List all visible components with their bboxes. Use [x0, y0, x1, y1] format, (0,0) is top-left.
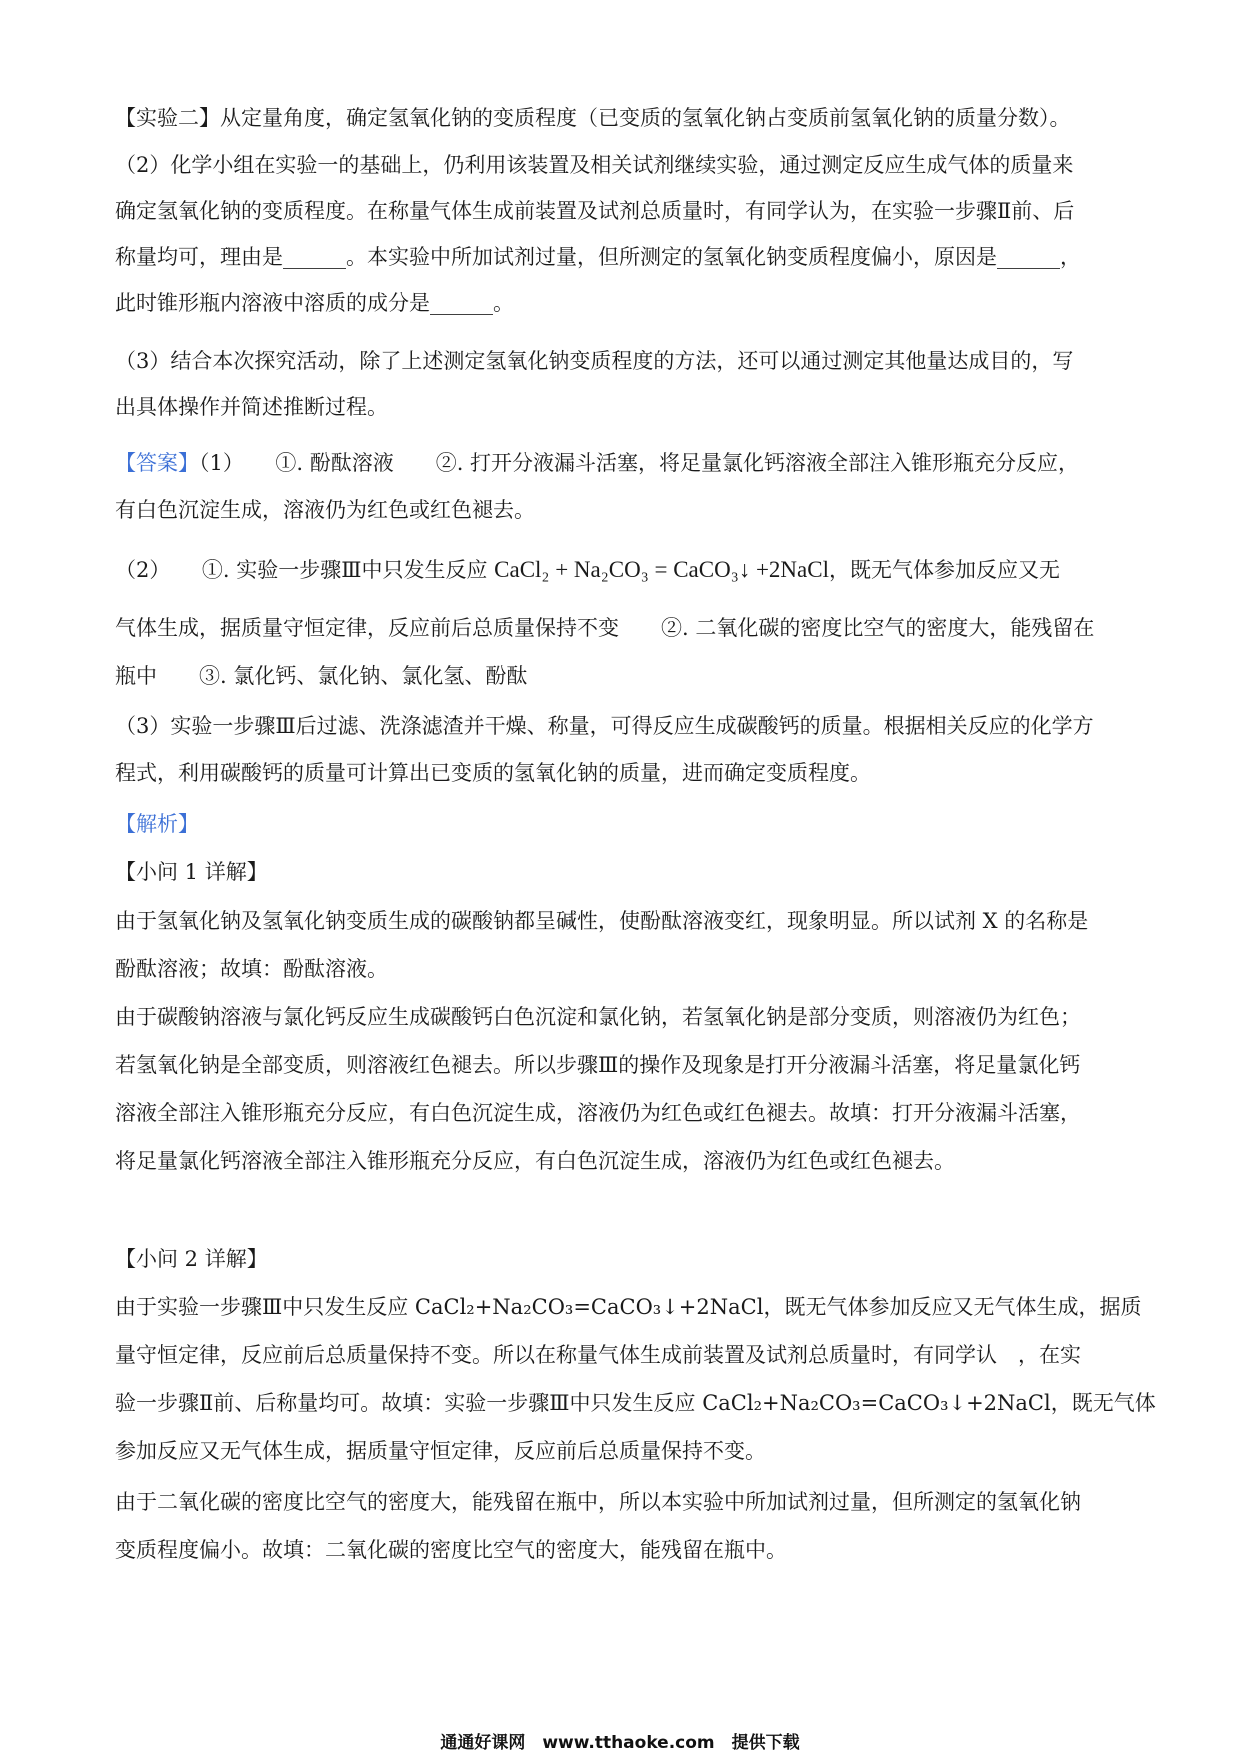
- answer-line: 有白色沉淀生成，溶液仍为红色或红色褪去。: [115, 498, 535, 522]
- analysis-line: 参加反应又无气体生成，据质量守恒定律，反应前后总质量保持不变。: [115, 1439, 766, 1463]
- analysis-line: 由于氢氧化钠及氢氧化钠变质生成的碳酸钠都呈碱性，使酚酞溶液变红，现象明显。所以试剂 X 的名称是: [115, 909, 1089, 933]
- answer-label: 【答案】: [115, 451, 199, 475]
- analysis-line: 由于实验一步骤Ⅲ中只发生反应 CaCl₂+Na₂CO₃=CaCO₃↓+2NaCl，既无气体参加反应又无气体生成，据质: [115, 1295, 1142, 1319]
- answer-line: [115, 556, 1135, 584]
- answer-text: （2） ①. 实验一步骤Ⅲ中只发生反应: [115, 558, 495, 582]
- subquestion-title: 【小问 1 详解】: [115, 860, 268, 884]
- question-line: 出具体操作并简述推断过程。: [115, 395, 388, 419]
- analysis-line: 由于碳酸钠溶液与氯化钙反应生成碳酸钙白色沉淀和氯化钠，若氢氧化钠是部分变质，则溶液仍为红色；: [115, 1005, 1081, 1029]
- answer-text: （1） ①. 酚酞溶液 ②. 打开分液漏斗活塞，将足量氯化钙溶液全部注入锥形瓶充分反应，: [199, 451, 1080, 475]
- answer-line: 程式，利用碳酸钙的质量可计算出已变质的氢氧化钠的质量，进而确定变质程度。: [115, 761, 871, 785]
- analysis-line: 溶液全部注入锥形瓶充分反应，有白色沉淀生成，溶液仍为红色或红色褪去。故填：打开分液漏斗活塞，: [115, 1101, 1081, 1125]
- footer-watermark: 通通好课网 www.tthaoke.com 提供下载: [440, 1733, 800, 1753]
- question-line: 确定氢氧化钠的变质程度。在称量气体生成前装置及试剂总质量时，有同学认为，在实验一步骤Ⅱ前、后: [115, 199, 1075, 223]
- analysis-line: 将足量氯化钙溶液全部注入锥形瓶充分反应，有白色沉淀生成，溶液仍为红色或红色褪去。: [115, 1149, 955, 1173]
- answer-line: 瓶中 ③. 氯化钙、氯化钠、氯化氢、酚酞: [115, 664, 528, 688]
- chemical-equation: CaCl₂ + Na₂CO₃ = CaCO₃↓ +2NaCl: [494, 557, 829, 582]
- question-line: 称量均可，理由是______。本实验中所加试剂过量，但所测定的氢氧化钠变质程度偏小，原因是______，: [115, 245, 1081, 269]
- analysis-line: 酚酞溶液；故填：酚酞溶液。: [115, 957, 388, 981]
- analysis-line: 由于二氧化碳的密度比空气的密度大，能残留在瓶中，所以本实验中所加试剂过量，但所测定的氢氧化钠: [115, 1490, 1081, 1514]
- analysis-line: 量守恒定律，反应前后总质量保持不变。所以在称量气体生成前装置及试剂总质量时，有同学认 ，在实: [115, 1343, 1081, 1367]
- answer-text: ，既无气体参加反应又无: [828, 558, 1060, 582]
- answer-line: 气体生成，据质量守恒定律，反应前后总质量保持不变 ②. 二氧化碳的密度比空气的密度大，能残留在: [115, 616, 1095, 640]
- question-line: 此时锥形瓶内溶液中溶质的成分是______。: [115, 291, 514, 315]
- answer-line: [115, 449, 1135, 477]
- analysis-line: 变质程度偏小。故填：二氧化碳的密度比空气的密度大，能残留在瓶中。: [115, 1538, 787, 1562]
- answer-line: （3）实验一步骤Ⅲ后过滤、洗涤滤渣并干燥、称量，可得反应生成碳酸钙的质量。根据相关反应的化学方: [115, 714, 1094, 738]
- question-line: （2）化学小组在实验一的基础上，仍利用该装置及相关试剂继续实验，通过测定反应生成气体的质量来: [115, 153, 1074, 177]
- analysis-line: 验一步骤Ⅱ前、后称量均可。故填：实验一步骤Ⅲ中只发生反应 CaCl₂+Na₂CO₃=CaCO₃↓+2NaCl，既无气体: [115, 1391, 1156, 1415]
- analysis-label: 【解析】: [115, 812, 199, 836]
- question-line: （3）结合本次探究活动，除了上述测定氢氧化钠变质程度的方法，还可以通过测定其他量达成目的，写: [115, 349, 1074, 373]
- analysis-line: 若氢氧化钠是全部变质，则溶液红色褪去。所以步骤Ⅲ的操作及现象是打开分液漏斗活塞，将足量氯化钙: [115, 1053, 1081, 1077]
- question-line: 【实验二】从定量角度，确定氢氧化钠的变质程度（已变质的氢氧化钠占变质前氢氧化钠的质量分数）。: [115, 106, 1071, 130]
- subquestion-title: 【小问 2 详解】: [115, 1247, 268, 1271]
